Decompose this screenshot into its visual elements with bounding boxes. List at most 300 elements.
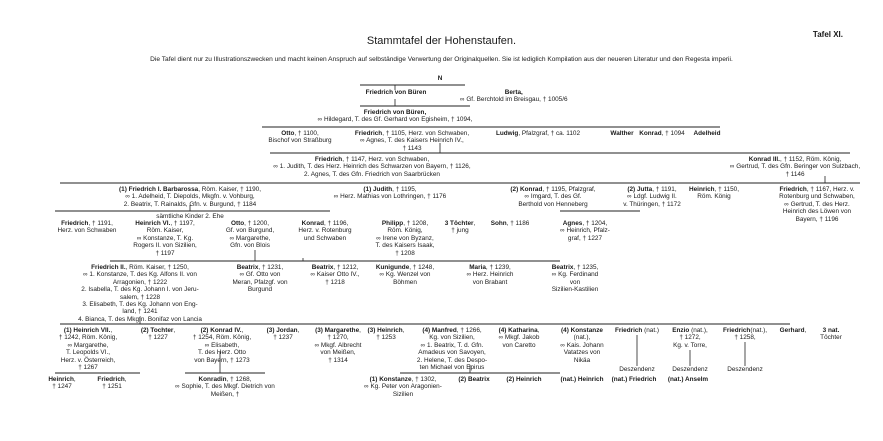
person-entry	[510, 186, 595, 208]
entry-first-line	[364, 376, 442, 383]
entry-detail-line: 3. Elisabeth, T. des Kg. Johann von Eng-	[82, 301, 198, 309]
entry-first-line	[460, 89, 568, 96]
entry-detail-line: salem, † 1228	[119, 293, 161, 301]
person-name: (1) Friedrich I. Barbarossa	[119, 186, 199, 193]
person-entry	[694, 130, 721, 137]
person-name: Friedrich	[779, 186, 807, 193]
entry-detail-line: † 1237	[273, 334, 293, 342]
entry-detail-line: Kg. von Sizilien,	[429, 334, 475, 342]
person-entry	[175, 376, 275, 398]
person-detail: , † 1212,	[333, 264, 359, 271]
person-name: Walther	[610, 130, 634, 137]
person-name: (4) Konstanze	[561, 327, 603, 334]
person-name: (3) Heinrich	[367, 327, 403, 334]
person-detail: ,	[241, 327, 244, 334]
entry-detail-line: ∞ 1. Judith, T. des Herz. Heinrich des Schwarzen von Bayern, † 1126,	[273, 163, 471, 171]
entry-detail-line: ∞ Gertrud, T. des Gfn. Beringer von Sulzbach,	[729, 163, 861, 171]
entry-first-line	[59, 327, 117, 334]
person-name: (3) Margarethe	[315, 327, 360, 334]
entry-detail-line: Röm. König,	[387, 227, 423, 235]
entry-first-line	[694, 130, 721, 137]
entry-first-line	[619, 366, 655, 373]
entry-detail-line: von Brabant	[472, 278, 508, 286]
entry-detail-line: ∞ Irene von Byzanz,	[376, 234, 434, 242]
entry-detail-line: † 1270,	[327, 334, 349, 342]
person-detail: ,	[110, 327, 113, 334]
entry-first-line	[310, 264, 359, 271]
entry-detail-line: † 1197	[155, 249, 175, 257]
entry-first-line	[727, 366, 763, 373]
person-entry	[467, 264, 514, 286]
person-detail: , † 1191,	[652, 186, 677, 193]
entry-first-line	[689, 186, 739, 193]
person-entry	[376, 264, 434, 286]
entry-detail-line: † 1272,	[679, 334, 701, 342]
entry-detail-line: † 1227	[148, 334, 168, 342]
entry-first-line	[119, 186, 261, 193]
entry-first-line	[141, 327, 175, 334]
person-name: Adelheid	[693, 130, 721, 137]
person-name: (2) Heinrich	[506, 376, 542, 383]
person-entry	[668, 376, 708, 383]
entry-detail-line: 2. Isabella, T. des Kg. Johann I. von Jeru-	[81, 286, 199, 294]
entry-detail-line: Gf. von Burgund,	[225, 227, 275, 235]
entry-detail-line: Gfn. von Blois	[230, 242, 270, 250]
person-entry	[59, 327, 117, 371]
entry-first-line	[175, 376, 275, 383]
person-entry	[460, 89, 568, 104]
person-detail: ,	[473, 220, 476, 227]
entry-first-line	[672, 327, 708, 334]
person-detail: , † 1231,	[258, 264, 284, 271]
person-entry	[560, 327, 603, 364]
person-entry	[779, 186, 855, 223]
entry-first-line	[268, 130, 331, 137]
person-detail: ,	[173, 327, 176, 334]
person-detail: , Röm. Kaiser, † 1190,	[198, 186, 261, 193]
person-detail: , † 1147, Herz. von Schwaben,	[342, 156, 430, 163]
person-name: Agnes	[562, 220, 583, 227]
person-entry	[48, 376, 75, 391]
person-detail: , † 1100,	[294, 130, 319, 137]
subtitle: Die Tafel dient nur zu Illustrationszwecken und macht keinen Anspruch auf selbständige Verwertung der Originalquellen. Sie ist lediglich Kompilation aus der neueren Literatur und den Regesta imperii.	[150, 56, 733, 63]
page-title: Stammtafel der Hohenstaufen.	[366, 35, 517, 47]
person-name: Heinrich	[689, 186, 715, 193]
person-entry	[193, 327, 251, 364]
person-name: Sohn	[490, 220, 507, 227]
person-name: (nat.) Anselm	[667, 376, 709, 383]
person-entry	[355, 130, 469, 152]
entry-detail-line: ∞ Sophie, T. des Mkgf. Dietrich von	[175, 383, 275, 391]
person-detail: , † 1204,	[582, 220, 608, 227]
person-entry	[438, 75, 443, 82]
entry-first-line	[368, 327, 405, 334]
entry-first-line	[458, 376, 489, 383]
entry-detail-line: ∞ Agnes, T. des Kaisers Heinrich IV.,	[360, 137, 464, 145]
entry-detail-line: ∞ Imgard, T. des Gf.	[524, 193, 582, 201]
entry-detail-line: † 1143	[402, 144, 422, 152]
entry-detail-line: ∞ Margarethe,	[229, 234, 271, 242]
person-entry	[376, 220, 435, 257]
entry-detail-line: Bayern, † 1196	[795, 215, 839, 223]
entry-detail-line: † 1253	[376, 334, 396, 342]
person-entry	[639, 130, 684, 137]
person-detail: , † 1195, Pfalzgraf,	[542, 186, 596, 193]
person-detail: , † 1094	[661, 130, 685, 137]
person-entry	[615, 327, 659, 334]
entry-detail-line: ∞ Heinrich, Pfalz-	[560, 227, 610, 235]
person-detail: , Röm. Kaiser, † 1250,	[125, 264, 189, 271]
person-detail: (nat.)	[642, 327, 660, 334]
person-name: Beatrix	[311, 264, 334, 271]
entry-detail-line: 4. Bianca, T. des Mkgfn. Bonifaz von Lancia	[78, 315, 202, 323]
person-detail: Deszendenz	[672, 366, 708, 373]
person-detail: , † 1248,	[409, 264, 435, 271]
person-detail: , † 1302,	[411, 376, 437, 383]
entry-detail-line: Sizilien	[392, 390, 414, 398]
entry-first-line	[355, 130, 469, 137]
entry-first-line	[780, 327, 807, 334]
person-entry	[619, 366, 655, 373]
entry-detail-line: † 1208	[395, 249, 415, 257]
entry-detail-line: † 1267	[78, 364, 98, 372]
entry-first-line	[226, 220, 274, 227]
person-name: Gerhard	[779, 327, 805, 334]
entry-detail-line: ∞ Kg. Peter von Aragonien-	[364, 383, 442, 391]
person-name: 3 Töchter	[444, 220, 474, 227]
person-name: Konrad	[301, 220, 324, 227]
entry-first-line	[615, 327, 659, 334]
entry-detail-line: (nat.),	[573, 334, 591, 342]
entry-first-line	[376, 220, 435, 227]
person-detail: , † 1239,	[485, 264, 511, 271]
person-entry	[612, 376, 657, 383]
person-name: Friedrich	[354, 130, 383, 137]
person-entry	[610, 130, 633, 137]
person-detail: ,	[804, 327, 807, 334]
entry-first-line	[232, 264, 287, 271]
person-entry	[672, 327, 708, 349]
entry-detail-line: Rogers II. von Sizilien,	[133, 242, 197, 250]
entry-detail-line: Heinrich des Löwen von	[782, 208, 852, 216]
entry-first-line	[366, 89, 427, 96]
entry-first-line	[376, 264, 434, 271]
person-detail: , † 1266,	[456, 327, 482, 334]
person-entry	[141, 327, 175, 342]
person-name: (2) Konrad	[510, 186, 543, 193]
person-entry	[58, 220, 117, 235]
person-detail: , † 1197,	[170, 220, 195, 227]
person-entry	[232, 264, 287, 294]
entry-detail-line: ∞ 1. Beatrix, T. d. Gfn.	[420, 341, 484, 349]
person-entry	[267, 327, 300, 342]
person-name: (3) Jordan	[266, 327, 298, 334]
entry-first-line	[510, 186, 595, 193]
entry-detail-line: † 1258,	[734, 334, 756, 342]
person-detail: (nat.),	[689, 327, 708, 334]
entry-detail-line: ∞ Ldgf. Ludwig II.	[627, 193, 677, 201]
person-entry	[499, 327, 540, 349]
person-name: (nat.) Friedrich	[611, 376, 657, 383]
person-name: Heinrich VI.	[135, 220, 171, 227]
entry-first-line	[273, 156, 470, 163]
entry-detail-line: Herz. von Schwaben	[57, 227, 117, 235]
person-entry	[623, 186, 681, 208]
person-detail: ,	[124, 376, 127, 383]
entry-first-line	[445, 220, 476, 227]
person-name: Friedrich	[722, 327, 751, 334]
entry-first-line	[730, 156, 860, 163]
entry-first-line	[820, 327, 842, 334]
person-entry	[298, 220, 351, 242]
entry-first-line	[97, 376, 126, 383]
person-entry	[561, 376, 604, 383]
person-entry	[491, 220, 530, 227]
person-entry	[552, 264, 599, 294]
person-name: (1) Konstanze	[369, 376, 412, 383]
entry-first-line	[417, 327, 487, 334]
entry-detail-line: Meran, Pfalzgf. von	[232, 278, 288, 286]
entry-detail-line: ∞ Hildegard, T. des Gf. Gerhard von Egisheim, † 1094,	[317, 116, 473, 124]
entry-detail-line: ∞ Konstanze, T. Kg.	[136, 234, 194, 242]
person-name: (4) Katharina	[498, 327, 538, 334]
person-name: Otto	[281, 130, 295, 137]
entry-detail-line: ∞ Margarethe,	[67, 341, 109, 349]
entry-first-line	[491, 220, 530, 227]
entry-first-line	[58, 220, 117, 227]
entry-first-line	[499, 327, 540, 334]
person-name: Friedrich von Büren,	[363, 109, 427, 116]
person-entry	[723, 327, 767, 342]
entry-detail-line: † 1247	[52, 383, 72, 391]
person-entry	[97, 376, 126, 391]
entry-detail-line: ten Michael von Epirus	[419, 364, 485, 372]
entry-detail-line: ∞ 1. Konstanze, T. des Kg. Alfons II. von	[83, 271, 197, 279]
entry-detail-line: Herz. v. Österreich,	[60, 356, 116, 364]
entry-detail-line: ∞ Herz. Heinrich	[466, 271, 514, 279]
person-entry	[364, 376, 442, 398]
entry-detail-line: † 1314	[328, 356, 348, 364]
entry-detail-line: † jung	[451, 227, 469, 235]
entry-detail-line: ∞ Kg. Ferdinand	[551, 271, 599, 279]
entry-detail-line: Röm. König	[697, 193, 731, 201]
person-name: Enzio	[672, 327, 690, 334]
entry-first-line	[193, 327, 251, 334]
entry-detail-line: 2. Beatrix, T. Rainalds, Gfn. v. Burgund, † 1184	[123, 200, 257, 208]
person-entry	[119, 186, 261, 208]
person-name: (2) Jutta	[627, 186, 653, 193]
entry-detail-line: Berthold von Henneberg	[518, 200, 588, 208]
person-detail: ,	[297, 327, 300, 334]
person-detail: Deszendenz	[619, 366, 655, 373]
person-name: (2) Tochter	[140, 327, 174, 334]
entry-detail-line: Sizilien-Kastilien	[551, 286, 599, 294]
person-name: Philipp	[381, 220, 404, 227]
person-entry	[315, 327, 362, 364]
entry-detail-line: ∞ Gf. Otto von	[239, 271, 281, 279]
person-name: Konrad III.	[748, 156, 780, 163]
entry-detail-line: 2. Helene, T. des Despo-	[416, 356, 488, 364]
person-entry	[560, 220, 610, 242]
entry-detail-line: Rotenburg und Schwaben,	[779, 193, 855, 201]
person-name: (2) Konrad IV.	[200, 327, 242, 334]
person-entry	[672, 366, 708, 373]
entry-detail-line: Meißen, †	[210, 390, 240, 398]
person-name: (4) Manfred	[422, 327, 457, 334]
entry-detail-line: 2. Agnes, T. des Gfn. Friedrich von Saarbrücken	[304, 170, 440, 178]
entry-detail-line: und Schwaben	[303, 234, 347, 242]
entry-first-line	[496, 130, 580, 137]
person-detail: , † 1235,	[573, 264, 599, 271]
entry-first-line	[723, 327, 767, 334]
person-name: Konrad	[639, 130, 662, 137]
person-name: Friedrich von Büren	[365, 89, 427, 96]
entry-detail-line: ∞ Mkgf. Jakob	[498, 334, 540, 342]
person-name: (1) Heinrich VII.	[63, 327, 111, 334]
entry-detail-line: † 1251	[102, 383, 122, 391]
entry-detail-line: † 1254, Röm. König,	[192, 334, 252, 342]
person-entry	[273, 156, 470, 178]
person-name: Kunigunde	[375, 264, 410, 271]
entry-detail-line: Bischof von Straßburg	[268, 137, 332, 145]
entry-detail-line: T. des Kaisers Isaak,	[375, 242, 435, 250]
person-entry	[727, 366, 763, 373]
person-entry	[334, 186, 446, 201]
entry-detail-line: Burgund	[247, 286, 273, 294]
person-detail: , † 1186	[506, 220, 530, 227]
entry-detail-line: † 1242, Röm. König,	[58, 334, 118, 342]
entry-first-line	[779, 186, 855, 193]
entry-first-line	[438, 75, 443, 82]
entry-first-line	[610, 130, 633, 137]
entry-detail-line: Töchter	[820, 334, 842, 342]
person-entry	[226, 220, 274, 250]
person-entry	[133, 220, 197, 257]
entry-detail-line: von Caretto	[502, 341, 536, 349]
entry-first-line	[612, 376, 657, 383]
person-name: Ludwig	[495, 130, 519, 137]
entry-detail-line: T. des Herz. Otto	[198, 349, 246, 357]
entry-first-line	[672, 366, 708, 373]
entry-first-line	[668, 376, 708, 383]
person-entry	[417, 327, 487, 371]
entry-first-line	[318, 109, 473, 116]
entry-detail-line: ∞ Kg. Wenzel von	[379, 271, 431, 279]
person-detail: , † 1191,	[88, 220, 113, 227]
entry-detail-line: ∞ Kaiser Otto IV.,	[310, 271, 360, 279]
entry-detail-line: Kg. v. Torre,	[673, 341, 707, 349]
person-name: N	[437, 75, 443, 82]
entry-detail-line: v. Thüringen, † 1172	[623, 200, 681, 208]
entry-detail-line: ∞ Herz. Mathias von Lothringen, † 1176	[333, 193, 447, 201]
person-entry	[730, 156, 860, 178]
entry-detail-line: Herz. v. Rotenburg	[298, 227, 352, 235]
entry-first-line	[561, 376, 604, 383]
entry-detail-line: Vatatzes von	[563, 349, 601, 357]
entry-first-line	[267, 327, 300, 334]
entry-detail-line: Röm. Kaiser,	[146, 227, 184, 235]
person-name: Friedrich	[97, 376, 125, 383]
entry-detail-line: graf, † 1227	[567, 234, 603, 242]
person-name: (2) Beatrix	[458, 376, 490, 383]
person-entry	[368, 327, 405, 342]
person-entry	[310, 264, 359, 286]
entry-first-line	[552, 264, 599, 271]
person-entry	[780, 327, 807, 334]
person-detail: , † 1167, Herz. v.	[806, 186, 855, 193]
person-detail: , Pfalzgraf, † ca. 1102	[518, 130, 581, 137]
entry-first-line	[315, 327, 362, 334]
entry-detail-line: ∞ Gf. Berchtold im Breisgau, † 1005/6	[460, 96, 568, 104]
person-entry	[820, 327, 842, 342]
entry-detail-line: Arragonien, † 1222	[112, 278, 168, 286]
person-detail: ,	[537, 327, 540, 334]
entry-detail-line: land, † 1241	[122, 308, 158, 316]
person-entry	[506, 376, 541, 383]
person-detail: , † 1105, Herz. von Schwaben,	[382, 130, 470, 137]
entry-first-line	[467, 264, 514, 271]
person-detail: ,	[73, 376, 76, 383]
person-name: Konradin	[198, 376, 227, 383]
entry-first-line	[334, 186, 446, 193]
person-detail: (nat.),	[750, 327, 768, 334]
entry-detail-line: † 1146	[785, 170, 805, 178]
entry-detail-line: von Meißen,	[320, 349, 356, 357]
entry-first-line	[560, 327, 603, 334]
person-name: Berta,	[504, 89, 523, 96]
person-entry	[689, 186, 739, 201]
entry-first-line	[78, 264, 202, 271]
person-name: 3 nat.	[822, 327, 840, 334]
entry-detail-line: von	[569, 278, 581, 286]
person-entry	[445, 220, 476, 235]
person-name: Friedrich	[314, 156, 343, 163]
person-detail: , † 1200,	[244, 220, 270, 227]
person-detail: , † 1268,	[226, 376, 252, 383]
person-detail: , † 1150,	[714, 186, 739, 193]
person-name: Heinrich	[48, 376, 74, 383]
person-entry	[496, 130, 580, 137]
entry-detail-line: ∞ Mkgf. Albrecht	[314, 341, 362, 349]
entry-detail-line: ∞ Gertrud, T. des Herz.	[784, 200, 850, 208]
entry-detail-line: Böhmen	[393, 278, 417, 286]
person-entry	[366, 89, 427, 96]
entry-detail-line: Nikäa	[573, 356, 591, 364]
entry-first-line	[506, 376, 541, 383]
person-name: Otto	[230, 220, 245, 227]
person-name: (nat.) Heinrich	[560, 376, 604, 383]
person-name: Beatrix	[551, 264, 574, 271]
entry-first-line	[133, 220, 197, 227]
entry-detail-line: von Bayern, † 1273	[194, 356, 250, 364]
entry-first-line	[48, 376, 75, 383]
person-name: Friedrich II.	[91, 264, 126, 271]
person-name: Friedrich	[614, 327, 643, 334]
entry-first-line	[639, 130, 684, 137]
entry-detail-line: ∞ Kais. Johann	[560, 341, 604, 349]
person-name: Beatrix	[236, 264, 259, 271]
person-detail: , † 1196,	[323, 220, 349, 227]
person-detail: , † 1195,	[392, 186, 417, 193]
entry-first-line	[298, 220, 351, 227]
person-entry	[78, 264, 202, 323]
entry-detail-line: Amadeus von Savoyen,	[418, 349, 486, 357]
person-entry	[268, 130, 331, 145]
person-detail: , † 1152, Röm. König,	[779, 156, 842, 163]
entry-detail-line: T. Leopolds VI.,	[65, 349, 111, 357]
person-entry	[458, 376, 489, 383]
person-detail: sämtliche Kinder 2. Ehe	[156, 213, 224, 220]
